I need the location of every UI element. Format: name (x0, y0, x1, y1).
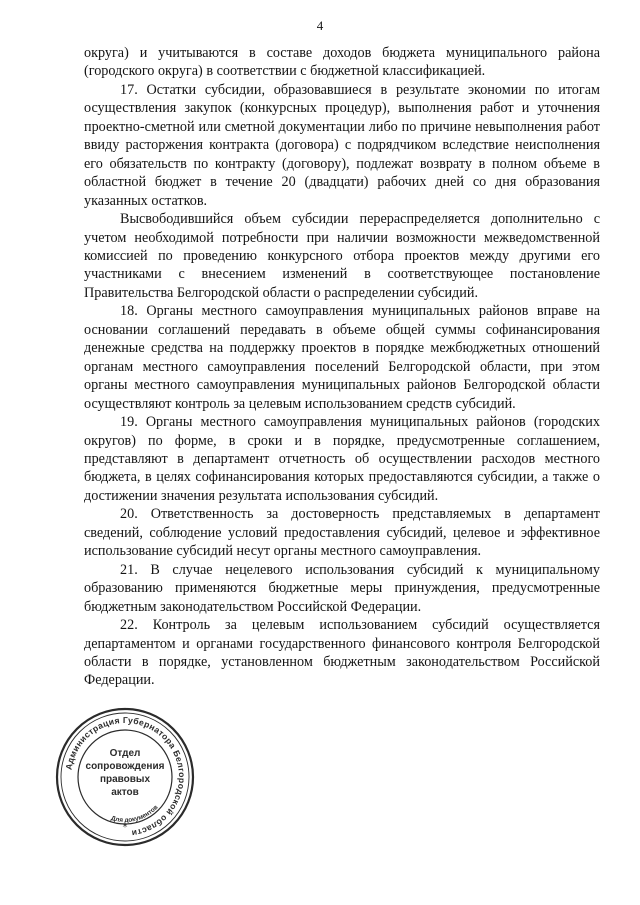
stamp-center-text (86, 748, 165, 798)
stamp-outer-text: Администрация Губернатора Белгородской области (63, 714, 188, 839)
svg-text:Отдел: Отдел (109, 748, 141, 759)
svg-text:сопровождения: сопровождения (85, 761, 165, 772)
paragraph-17: 17. Остатки субсидии, образовавшиеся в результате экономии по итогам осуществления закупок (конкурсных процедур), выполнения работ и уточнения проектно-сметной или сметной документации либо по причине невыполнения работ ввиду расторжения контракта (договора) с подрядчиком вследствие неисполнения его обязательств по контракту (договору), подлежат возврату в полном объеме в областной бюджет в течение 20 (двадцати) рабочих дней со дня образования указанных остатков. (84, 81, 600, 209)
document-body (84, 44, 600, 690)
paragraph-19: 19. Органы местного самоуправления муниципальных районов (городских округов) по форме, в сроки и в порядке, предусмотренные соглашением, представляют в департамент отчетность об осуществлении расходов местного бюджета, в целях софинансирования которых предоставляются субсидии, а также о достижении значения результата использования субсидий. (84, 414, 600, 504)
svg-text:актов: актов (111, 787, 139, 798)
paragraph-redistribution: Высвободившийся объем субсидии перераспределяется дополнительно с учетом необходимой потребности при наличии возможности межведомственной комиссией по проведению конкурсного отбора проектов между другими его участниками с внесением изменений в соответствующее постановление Правительства Белгородской области о распределении субсидий. (84, 211, 600, 301)
paragraph-20: 20. Ответственность за достоверность представляемых в департамент сведений, соблюдение условий предоставления субсидий, целевое и эффективное использование субсидий несут органы местного самоуправления. (84, 506, 600, 560)
svg-text:правовых: правовых (99, 774, 151, 785)
page-number: 4 (316, 18, 324, 33)
paragraph-22: 22. Контроль за целевым использованием субсидий осуществляется департаментом и органами государственного финансового контроля Белгородской области в порядке, установленном бюджетным законодательством Российской Федерации. (84, 617, 600, 689)
official-stamp (54, 706, 196, 848)
paragraph-continuation: округа) и учитываются в составе доходов бюджета муниципального района (городского округа) в соответствии с бюджетной классификацией. (84, 45, 600, 80)
paragraph-21: 21. В случае нецелевого использования субсидий к муниципальному образованию применяются бюджетные меры принуждения, предусмотренные бюджетным законодательством Российской Федерации. (84, 561, 600, 615)
stamp-star: * (122, 822, 128, 833)
paragraph-18: 18. Органы местного самоуправления муниципальных районов вправе на основании соглашений передавать в объеме общей суммы софинансирования денежные средства на поддержку проектов в порядке межбюджетных отношений органам местного самоуправления поселений Белгородской области, при этом органы местного самоуправления муниципальных районов Белгородской области осуществляют контроль за целевым использованием средств субсидий. (84, 303, 600, 412)
stamp-inner-text: Для документов (110, 803, 160, 825)
